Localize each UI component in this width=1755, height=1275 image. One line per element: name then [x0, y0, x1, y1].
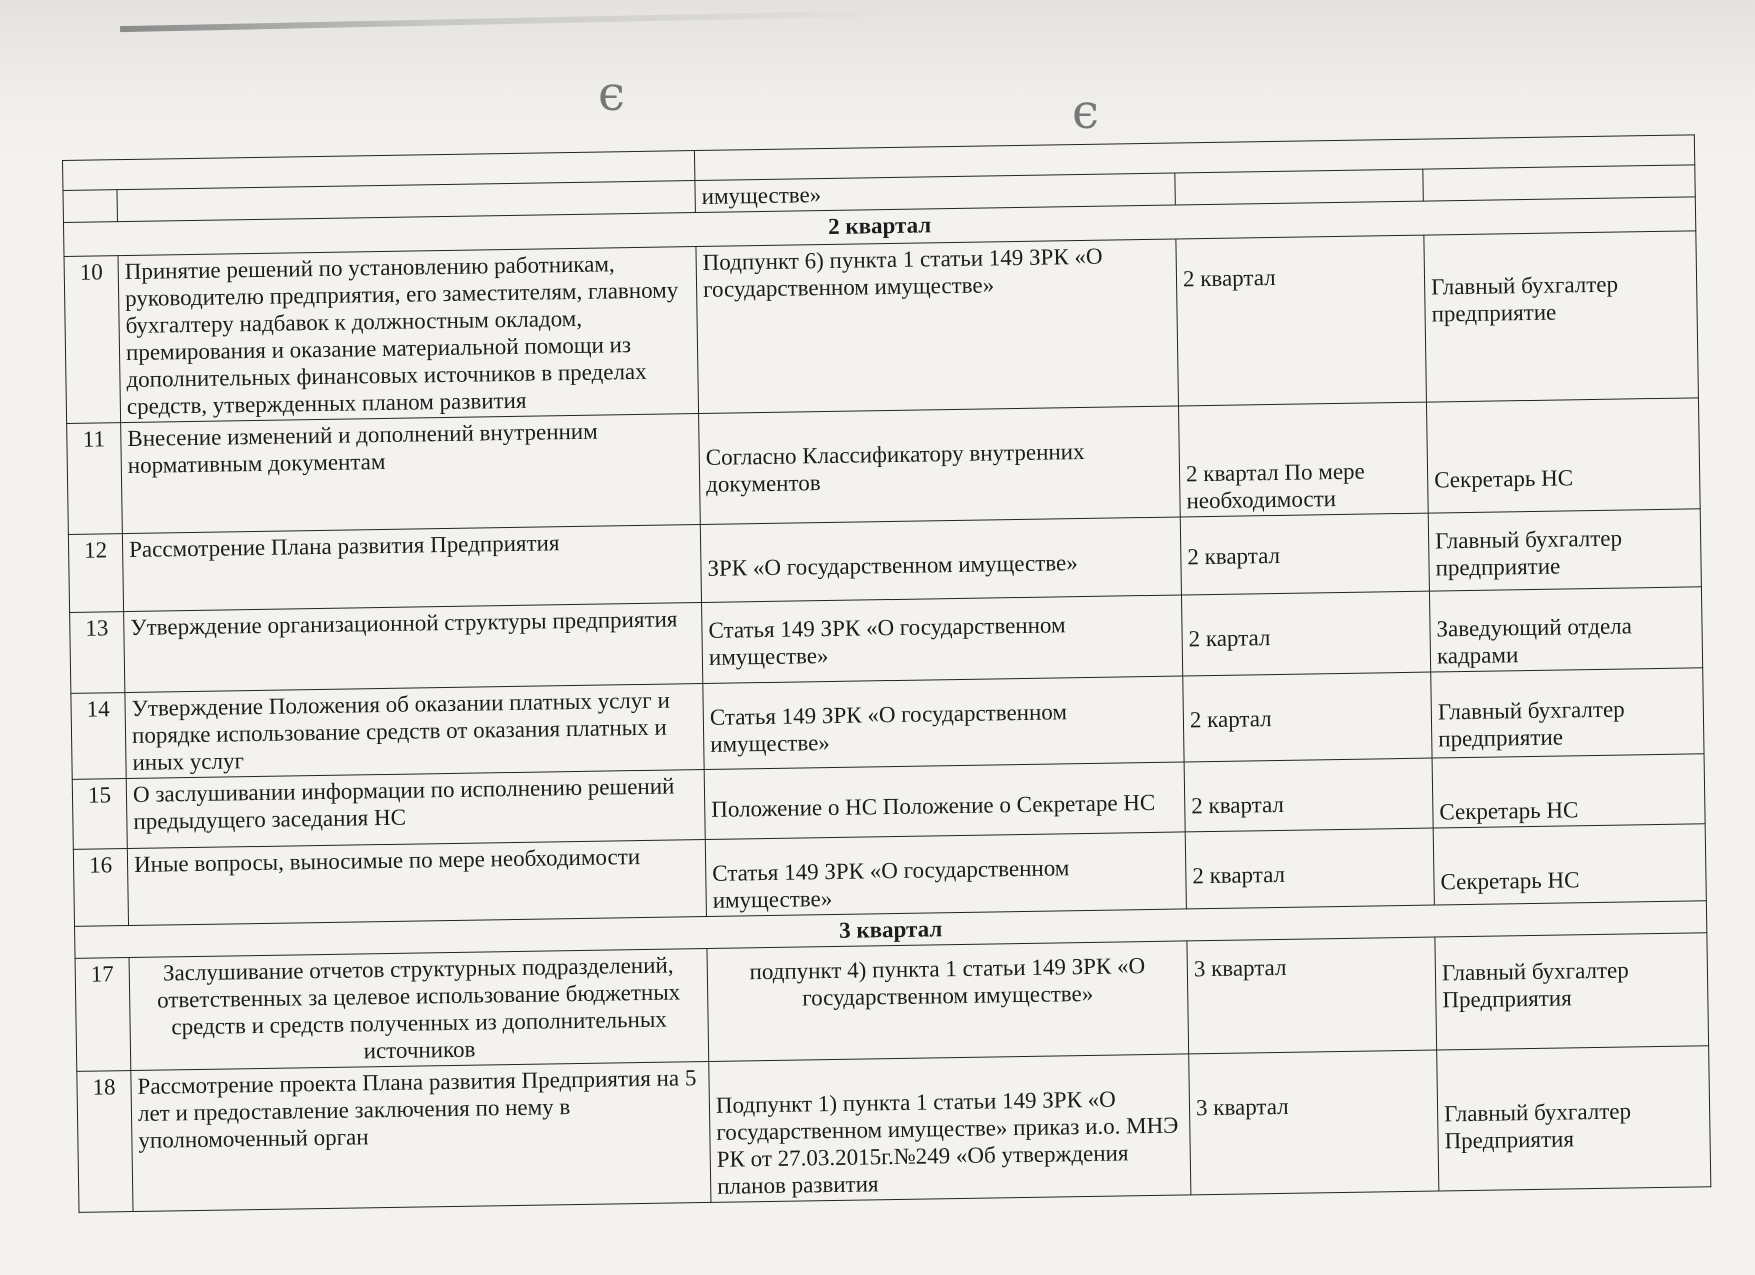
- punch-hole-mark-right: є: [1072, 84, 1099, 140]
- question-cell: Внесение изменений и дополнений внутренним нормативным документам: [121, 414, 701, 534]
- basis-cell: Статья 149 ЗРК «О государственном имуществе»: [703, 676, 1184, 770]
- section-heading: 2 квартал: [63, 197, 1695, 257]
- basis-cell: имуществе»: [695, 173, 1175, 213]
- term-cell: 3 квартал: [1189, 1050, 1439, 1195]
- document-sheet: [62, 134, 1711, 1240]
- term-cell: 2 квартал: [1184, 758, 1433, 832]
- section-heading: 3 квартал: [75, 901, 1707, 959]
- question-cell: Иные вопросы, выносимые по мере необходимости: [127, 839, 706, 925]
- row-number: 14: [71, 693, 126, 780]
- responsible-cell: Секретарь НС: [1426, 398, 1700, 513]
- row-number: 15: [72, 779, 127, 850]
- responsible-cell: Заведующий отдела кадрами: [1429, 587, 1702, 672]
- question-cell: Рассмотрение Плана развития Предприятия: [122, 525, 701, 612]
- question-cell: О заслушивании информации по исполнению решений предыдущего заседания НС: [126, 769, 705, 848]
- basis-cell: Согласно Классификатору внутренних документов: [699, 406, 1181, 525]
- table-row: [64, 231, 1698, 424]
- question-cell: Принятие решений по установлению работникам, руководителю предприятия, его заместителям, главному бухгалтеру надбавок к должностным окладом, премирования и оказание материальной помощи из дополнительных финансовых источников в пределах средств, утвержденных планом развития: [118, 247, 699, 423]
- responsible-cell: Главный бухгалтер предприятие: [1424, 231, 1699, 402]
- basis-cell: подпункт 4) пункта 1 статьи 149 ЗРК «О государственном имуществе»: [707, 941, 1189, 1062]
- row-number: 10: [64, 256, 121, 424]
- term-cell: 3 квартал: [1187, 937, 1437, 1054]
- term-cell: 2 картал: [1183, 672, 1432, 762]
- responsible-cell: Секретарь НС: [1433, 824, 1706, 905]
- basis-cell: Подпункт 6) пункта 1 статьи 149 ЗРК «О государственном имуществе»: [696, 239, 1179, 414]
- responsible-cell: Главный бухгалтер предприятие: [1431, 668, 1704, 758]
- question-cell: Утверждение организационной структуры предприятия: [124, 603, 703, 693]
- punch-hole-mark-left: є: [598, 66, 625, 122]
- row-number: 17: [75, 958, 131, 1072]
- term-cell: 2 квартал: [1185, 828, 1434, 909]
- work-plan-table: [62, 134, 1711, 1213]
- responsible-cell: Главный бухгалтер предприятие: [1428, 509, 1701, 591]
- basis-cell: Статья 149 ЗРК «О государственном имуществе»: [702, 595, 1183, 684]
- basis-cell: Подпункт 1) пункта 1 статьи 149 ЗРК «О государственном имуществе» приказ и.о. МНЭ РК от 27.03.2015г.№249 «Об утверждения планов развития: [709, 1054, 1191, 1203]
- term-cell: 2 квартал: [1176, 235, 1427, 406]
- responsible-cell: Главный бухгалтер Предприятия: [1435, 933, 1709, 1050]
- table-row: [77, 1046, 1711, 1213]
- question-cell: Утверждение Положения об оказании платных услуг и порядке использование средств от оказания платных и иных услуг: [125, 683, 704, 778]
- basis-cell: Положение о НС Положение о Секретаре НС: [704, 762, 1185, 840]
- question-cell: Заслушивание отчетов структурных подразделений, ответственных за целевое использование бюджетных средств и средств полученных из дополнительных источников: [129, 948, 709, 1070]
- row-number: 18: [77, 1071, 133, 1213]
- row-number: 11: [67, 423, 123, 535]
- term-cell: 2 квартал: [1180, 513, 1429, 595]
- basis-cell: ЗРК «О государственном имуществе»: [700, 517, 1181, 603]
- row-number: 13: [70, 612, 125, 694]
- row-number: 16: [73, 849, 128, 927]
- responsible-cell: Секретарь НС: [1432, 754, 1705, 828]
- question-cell: Рассмотрение проекта Плана развития Предприятия на 5 лет и предоставление заключения по нему в уполномоченный орган: [131, 1061, 711, 1211]
- responsible-cell: Главный бухгалтер Предприятия: [1437, 1046, 1711, 1191]
- row-number: 12: [68, 534, 123, 613]
- term-cell: 2 картал: [1181, 591, 1430, 676]
- term-cell: 2 квартал По мере необходимости: [1179, 402, 1429, 517]
- basis-cell: Статья 149 ЗРК «О государственном имуществе»: [705, 832, 1186, 917]
